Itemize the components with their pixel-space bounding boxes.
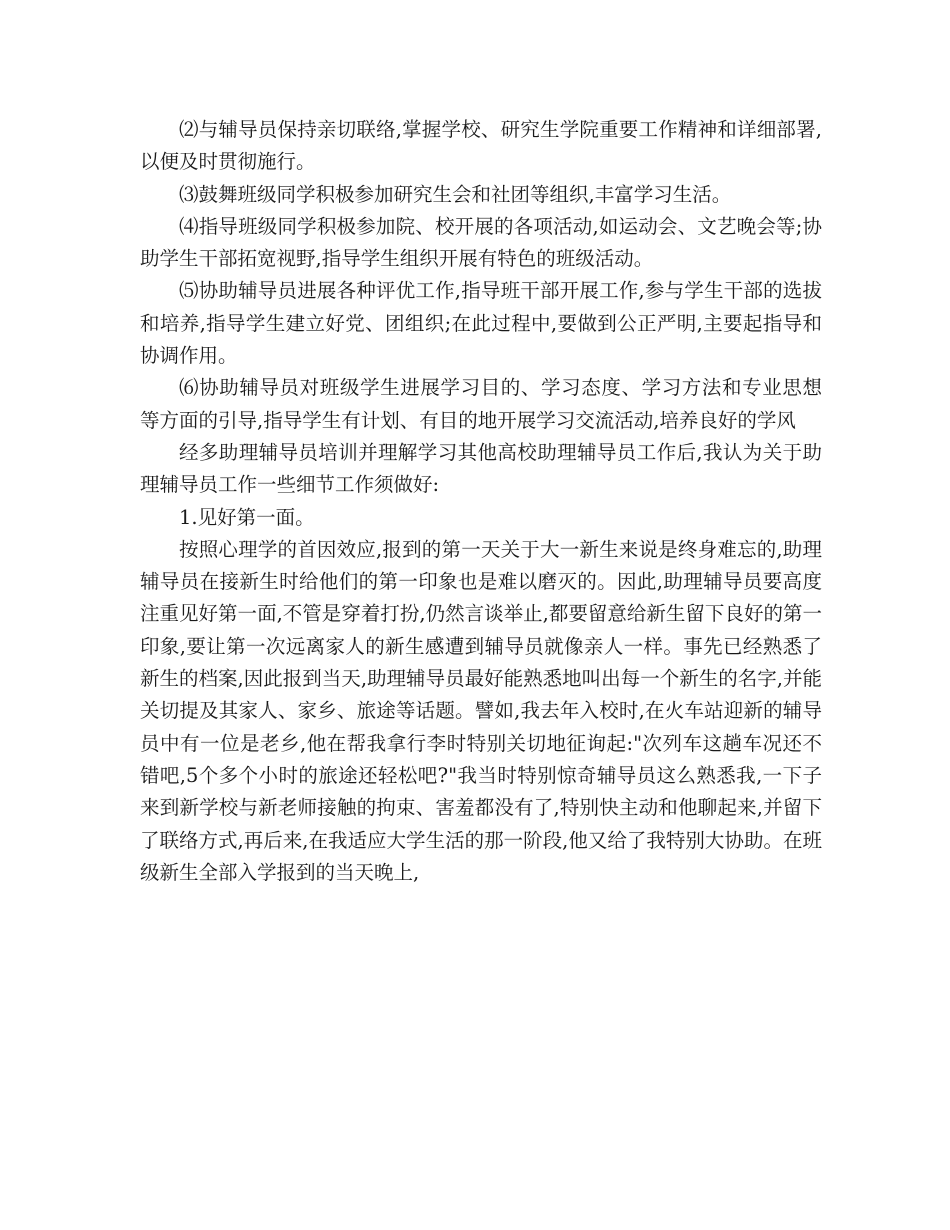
- paragraph-item-3: ⑶鼓舞班级同学积极参加研究生会和社团等组织,丰富学习生活。: [179, 182, 732, 206]
- paragraph-item-5: ⑸协助辅导员进展各种评优工作,指导班干部开展工作,参与学生干部的选拔和培养,指导学生建立好党、团组织;在此过程中,要做到公正严明,主要起指导和协调作用。: [140, 279, 822, 368]
- section-heading-first-impression: 1.见好第一面。: [179, 505, 315, 529]
- paragraph-first-impression: 按照心理学的首因效应,报到的第一天关于大一新生来说是终身难忘的,助理辅导员在接新生时给他们的第一印象也是难以磨灭的。因此,助理辅导员要高度注重见好第一面,不管是穿着打扮,仍然言谈举止,都要留意给新生留下良好的第一印象,要让第一次远离家人的新生感遭到辅导员就像亲人一样。事先已经熟悉了新生的档案,因此报到当天,助理辅导员最好能熟悉地叫出每一个新生的名字,并能关切提及其家人、家乡、旅途等话题。譬如,我去年入校时,在火车站迎新的辅导员中有一位是老乡,他在帮我拿行李时特别关切地征询起:"次列车这趟车况还不错吧,5个多个小时的旅途还轻松吧?"我当时特别惊奇辅导员这么熟悉我,一下子来到新学校与新老师接触的拘束、害羞都没有了,特别快主动和他聊起来,并留下了联络方式,再后来,在我适应大学生活的那一阶段,他又给了我特别大协助。在班级新生全部入学报到的当天晚上,: [140, 537, 822, 884]
- paragraph-item-2: ⑵与辅导员保持亲切联络,掌握学校、研究生学院重要工作精神和详细部署,以便及时贯彻施行。: [140, 118, 822, 174]
- document-body: [140, 114, 822, 889]
- paragraph-item-6: ⑹协助辅导员对班级学生进展学习目的、学习态度、学习方法和专业思想等方面的引导,指导学生有计划、有目的地开展学习交流活动,培养良好的学风: [140, 376, 822, 432]
- paragraph-intro-details: 经多助理辅导员培训并理解学习其他高校助理辅导员工作后,我认为关于助理辅导员工作一些细节工作须做好:: [140, 440, 822, 497]
- paragraph-item-4: ⑷指导班级同学积极参加院、校开展的各项活动,如运动会、文艺晚会等;协助学生干部拓宽视野,指导学生组织开展有特色的班级活动。: [140, 214, 822, 271]
